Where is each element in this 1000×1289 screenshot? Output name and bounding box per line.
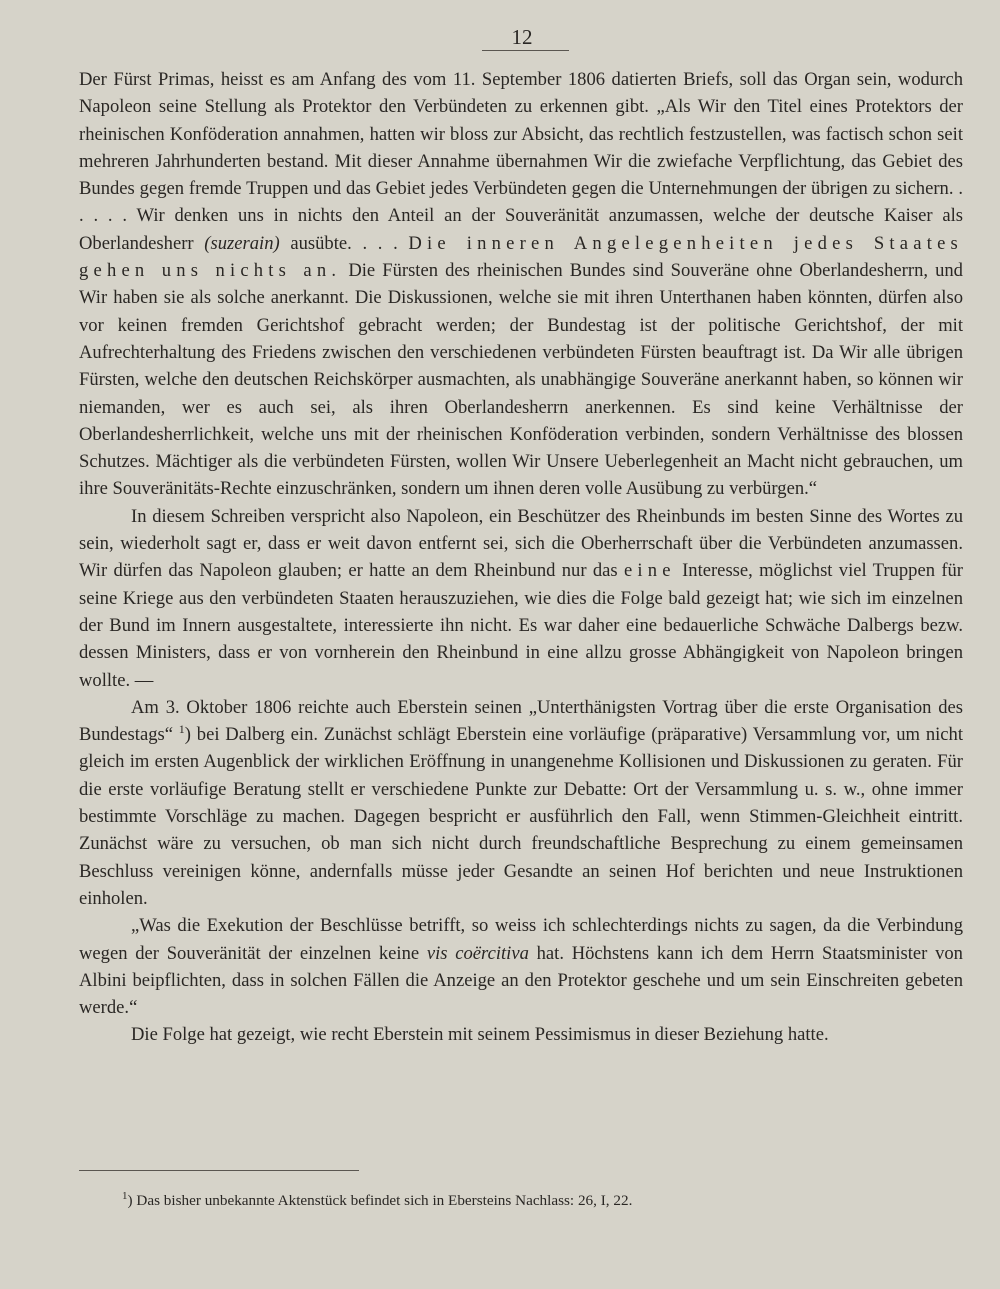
- paragraph-5: [79, 1021, 963, 1048]
- footnote: [122, 1186, 922, 1211]
- text-segment: In diesem Schreiben verspricht also Napoleon, ein Beschützer des Rheinbunds im besten Sinne des Wortes zu sein, wiederholt sagt er, dass er weit davon entfernt sei, sich die Oberherrschaft über die Verbündeten anzumassen. Wir dürfen das Napoleon glauben; er hatte an dem Rheinbund nur das: [79, 505, 963, 582]
- text-segment: eine: [623, 560, 676, 582]
- text-segment: Interesse, möglichst viel Truppen für seine Kriege aus den verbündeten Staaten herauszuziehen, wie dies die Folge bald gezeigt hat; wie sich im einzelnen der Bund im Innern ausgestaltete, interessierte ihn nicht. Es war daher eine bedauerliche Schwäche Dalbergs bezw. dessen Ministers, dass er von vornherein den Rheinbund in eine allzu grosse Abhängigkeit von Napoleon bringen wollte. —: [79, 560, 963, 691]
- text-segment: hat. Höchstens kann ich dem Herrn Staatsminister von Albini beipflichten, dass in solchen Fällen die Anzeige an den Protektor geschehe und um sein Einschreiten gebeten werde.“: [79, 942, 963, 1019]
- footnote-reference: 1: [178, 721, 185, 736]
- text-segment: ) bei Dalberg ein. Zunächst schlägt Eberstein eine vorläufige (präparative) Versammlung vor, um nicht gleich im ersten Augenblick der wirklichen Eröffnung in unangenehme Kollisionen und Diskussionen zu geraten. Für die erste vorläufige Beratung stellt er verschiedene Punkte zur Debatte: Ort der Versammlung u. s. w., ohne immer bestimmte Vorschläge zu machen. Dagegen bespricht er ausführlich den Fall, wenn Stimmen-Gleichheit eintritt. Zunächst wäre zu versuchen, ob man sich nicht durch freundschaftliche Besprechung zu einem gemeinsamen Beschluss vereinigen könne, andernfalls müsse jeder Gesandte an seinen Hof berichten und neue Instruktionen einholen.: [79, 724, 963, 909]
- text-segment: Die Folge hat gezeigt, wie recht Eberstein mit seinem Pessimismus in dieser Beziehung hatte.: [131, 1024, 829, 1046]
- paragraph-1: [79, 66, 963, 503]
- text-segment: Die inneren Angelegenheiten jedes Staates gehen uns nichts an.: [79, 232, 964, 282]
- text-segment: ausübte. . . .: [279, 232, 409, 254]
- text-segment: Am 3. Oktober 1806 reichte auch Eberstein seinen „Unterthänigsten Vortrag über die erste Organisation des Bundestags“: [79, 696, 963, 746]
- text-segment: Der Fürst Primas, heisst es am Anfang des vom 11. September 1806 datierten Briefs, soll das Organ sein, wodurch Napoleon seine Stellung als Protektor den Verbündeten zu erkennen gibt. „Als Wir den Titel eines Protektors der rheinischen Konföderation annahmen, hatten wir bloss zur Absicht, das rechtlich festzustellen, was factisch schon seit mehreren Jahrhunderten bestand. Mit dieser Annahme übernahmen Wir die zwiefache Verpflichtung, das Gebiet des Bundes gegen fremde Truppen und das Gebiet jedes Verbündeten gegen die Unternehmungen der übrigen zu sichern. . . . . . Wir denken uns in nichts den Anteil an der Souveränität anzumassen, welche der deutsche Kaiser als Oberlandesherr: [79, 69, 963, 254]
- paragraph-2: [79, 503, 963, 694]
- text-segment: (suzerain): [204, 232, 280, 254]
- body-text: [79, 66, 963, 1049]
- footnote-text: Das bisher unbekannte Aktenstück befindet sich in Ebersteins Nachlass: 26, I, 22.: [132, 1192, 633, 1210]
- header-rule: [482, 50, 569, 51]
- page-number: 12: [511, 25, 533, 49]
- footnote-marker-suffix: ): [127, 1192, 133, 1210]
- text-segment: vis coërcitiva: [426, 942, 529, 964]
- paragraph-4: [79, 912, 963, 1021]
- footnote-rule: [79, 1170, 359, 1171]
- text-segment: „Was die Exekution der Beschlüsse betrifft, so weiss ich schlechterdings nichts zu sagen, da die Verbindung wegen der Souveränität der einzelnen keine: [79, 915, 963, 964]
- text-segment: Die Fürsten des rheinischen Bundes sind Souveräne ohne Oberlandesherrn, und Wir haben sie als solche anerkannt. Die Diskussionen, welche sie mit ihren Unterthanen haben könnten, dürfen also vor keinen fremden Gerichtshof gebracht werden; der Bundestag ist der politische Gerichtshof, der mit Aufrechterhaltung des Friedens zwischen den verschiedenen verbündeten Fürsten beauftragt ist. Da Wir alle übrigen Fürsten, welche den deutschen Reichskörper ausmachten, als unabhängige Souveräne anerkannt haben, so können wir niemanden, wer es auch sei, als ihren Oberlandesherrn anerkennen. Es sind keine Verhältnisse der Oberlandesherrlichkeit, welche uns mit der rheinischen Konföderation verbinden, sondern Verhältnisse des blossen Schutzes. Mächtiger als die verbündeten Fürsten, wollen Wir Unsere Ueberlegenheit an Macht nicht gebrauchen, um ihre Souveränitäts-Rechte einzuschränken, sondern um ihnen deren volle Ausübung zu verbürgen.“: [79, 260, 963, 500]
- paragraph-3: [79, 694, 963, 912]
- footnote-marker: 1: [122, 1190, 128, 1202]
- page-header: [472, 24, 572, 51]
